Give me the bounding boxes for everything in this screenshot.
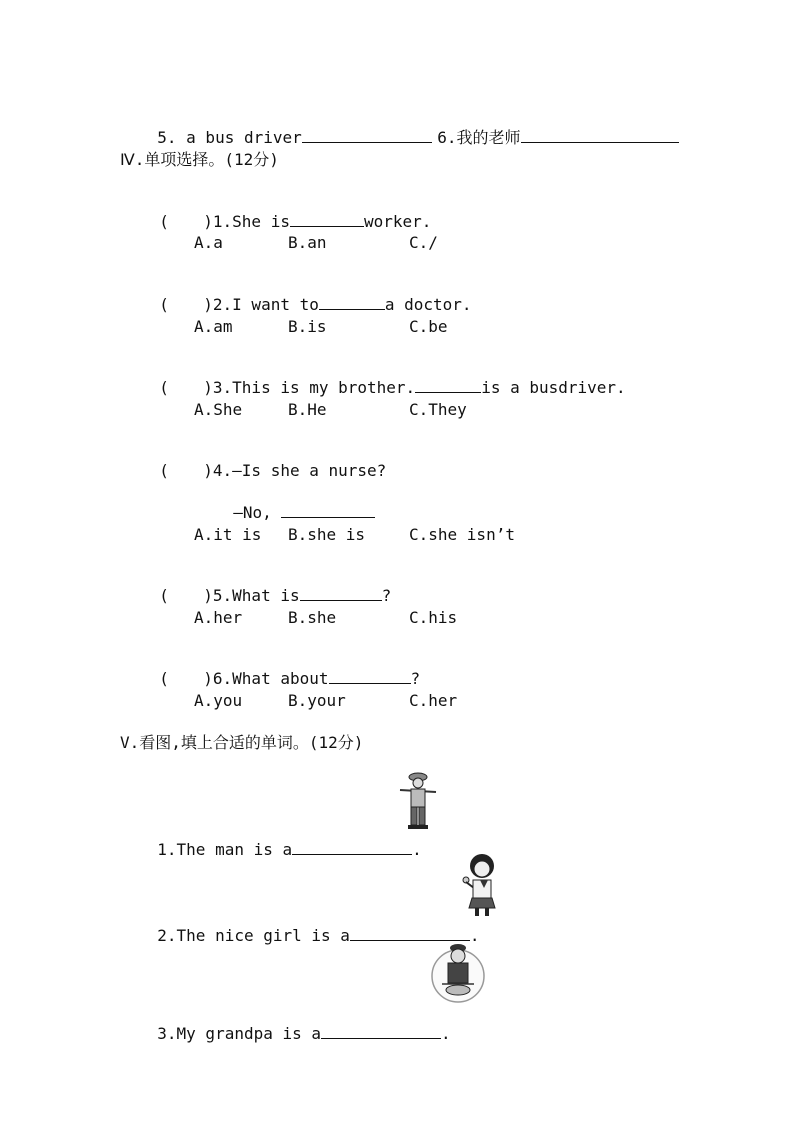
item-6-label: 6.我的老师 [437, 128, 521, 147]
answer-blank[interactable] [300, 586, 382, 601]
option-b[interactable]: B.is [288, 317, 327, 336]
answer-paren[interactable]: ( [159, 295, 169, 314]
item-stem: 2.The nice girl is a [157, 926, 350, 945]
question-3 [140, 358, 626, 398]
answer-paren[interactable]: ( [159, 586, 169, 605]
answer-blank[interactable] [292, 840, 412, 855]
picture-item-2 [138, 906, 480, 946]
question-tail: ? [410, 669, 421, 688]
option-c[interactable]: C.she isn’t [409, 525, 515, 544]
farmer-illustration [394, 770, 440, 832]
picture-item-3 [138, 1004, 451, 1044]
item-stem: 3.My grandpa is a [157, 1024, 322, 1043]
answer-blank[interactable] [290, 212, 364, 227]
option-a[interactable]: A.you [194, 691, 243, 710]
question-tail: worker. [363, 212, 432, 231]
option-a[interactable]: A.it is [194, 525, 262, 544]
question-tail: a doctor. [384, 295, 472, 314]
option-c[interactable]: C.They [409, 400, 467, 419]
answer-blank[interactable] [521, 128, 679, 143]
question-stem: )5.What is [203, 586, 300, 605]
picture-item-1 [138, 820, 422, 860]
option-b[interactable]: B.she [288, 608, 337, 627]
answer-prefix: —No, [233, 503, 272, 522]
option-a[interactable]: A.her [194, 608, 243, 627]
option-a[interactable]: A.a [194, 233, 223, 252]
answer-blank[interactable] [302, 128, 432, 143]
option-b[interactable]: B.she is [288, 525, 366, 544]
question-4-answer-line [214, 483, 375, 523]
question-stem: )3.This is my brother. [203, 378, 416, 397]
item-end: . [412, 840, 422, 859]
question-1 [140, 192, 431, 232]
section-4-heading: Ⅳ.单项选择。(12分) [120, 150, 279, 169]
item-6 [418, 108, 679, 148]
item-end: . [469, 926, 480, 945]
question-tail: is a busdriver. [481, 378, 626, 397]
item-end: . [441, 1024, 451, 1043]
option-b[interactable]: B.an [288, 233, 327, 252]
cook-grandpa-illustration [430, 940, 486, 1006]
answer-paren[interactable]: ( [159, 461, 169, 480]
item-5-label: 5. a bus driver [157, 128, 302, 147]
question-stem: )1.She is [203, 212, 290, 231]
option-a[interactable]: A.am [194, 317, 233, 336]
option-c[interactable]: C.his [409, 608, 458, 627]
question-4 [140, 441, 386, 481]
question-5 [140, 566, 391, 606]
option-b[interactable]: B.He [288, 400, 327, 419]
student-girl-illustration [458, 852, 502, 918]
answer-blank[interactable] [415, 378, 481, 393]
answer-blank[interactable] [281, 503, 375, 518]
question-2 [140, 275, 472, 315]
option-c[interactable]: C.be [409, 317, 448, 336]
answer-blank[interactable] [319, 295, 385, 310]
option-b[interactable]: B.your [288, 691, 346, 710]
question-stem: )6.What about [203, 669, 329, 688]
answer-paren[interactable]: ( [159, 378, 169, 397]
answer-blank[interactable] [329, 669, 411, 684]
option-c[interactable]: C.her [409, 691, 458, 710]
answer-paren[interactable]: ( [159, 669, 169, 688]
item-stem: 1.The man is a [157, 840, 293, 859]
section-5-heading: V.看图,填上合适的单词。(12分) [120, 733, 364, 752]
option-a[interactable]: A.She [194, 400, 243, 419]
option-c[interactable]: C./ [409, 233, 438, 252]
question-stem: )4.—Is she a nurse? [203, 461, 387, 480]
answer-paren[interactable]: ( [159, 212, 169, 231]
answer-blank[interactable] [350, 926, 470, 941]
question-tail: ? [381, 586, 392, 605]
question-6 [140, 649, 420, 689]
item-5 [138, 108, 432, 148]
answer-blank[interactable] [321, 1024, 441, 1039]
question-stem: )2.I want to [203, 295, 319, 314]
